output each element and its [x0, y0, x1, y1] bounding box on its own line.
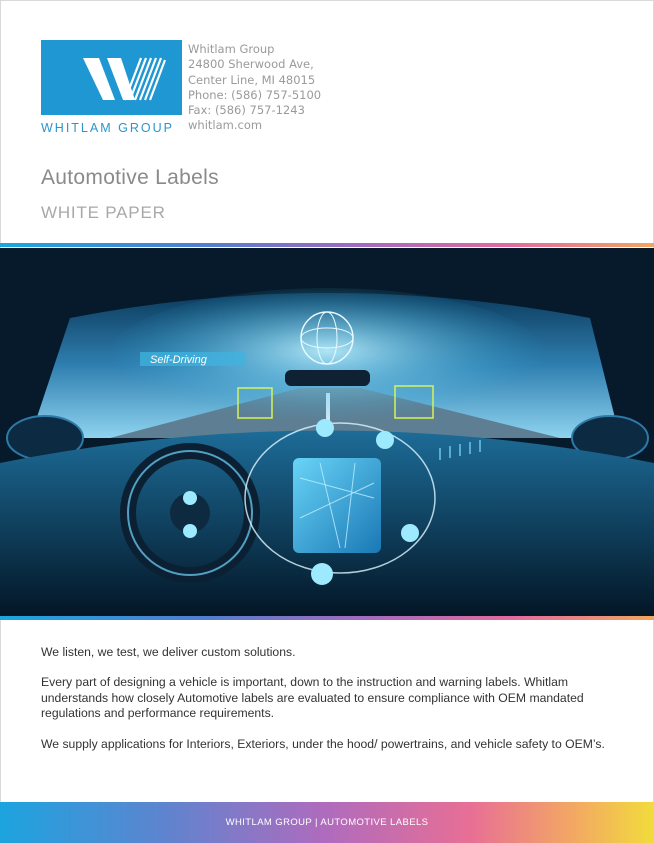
address-website[interactable]: whitlam.com [188, 118, 263, 133]
footer-text: WHITLAM GROUP | AUTOMOTIVE LABELS [225, 817, 429, 828]
bottom-gradient-divider [0, 616, 654, 620]
self-driving-overlay-label: Self-Driving [150, 354, 207, 366]
footer-bar [0, 802, 654, 843]
whitlam-logo [41, 40, 182, 115]
body-content [41, 645, 621, 767]
company-address [188, 42, 321, 134]
address-company: Whitlam Group [188, 42, 275, 56]
logo-company-name: WHITLAM GROUP [41, 121, 174, 135]
address-street: 24800 Sherwood Ave, [188, 57, 314, 72]
intro-paragraph: We listen, we test, we deliver custom solutions. [41, 645, 296, 659]
top-gradient-divider [0, 243, 654, 247]
applications-paragraph: We supply applications for Interiors, Exteriors, under the hood/ powertrains, and vehicle safety to OEM’s. [41, 736, 605, 751]
w-mark-icon [41, 40, 182, 115]
design-paragraph: Every part of designing a vehicle is important, down to the instruction and warning labels. Whitlam understands how closely Automotive labels are evaluated to ensure compliance with OEM mandated regulations and performance requirements. [41, 675, 584, 721]
address-city: Center Line, MI 48015 [188, 72, 316, 87]
address-fax: Fax: (586) 757-1243 [188, 103, 305, 118]
document-title: Automotive Labels [41, 166, 219, 189]
hero-car-interior-image [0, 248, 654, 616]
address-phone: Phone: (586) 757-5100 [188, 87, 322, 102]
document-subtitle: WHITE PAPER [41, 203, 166, 222]
